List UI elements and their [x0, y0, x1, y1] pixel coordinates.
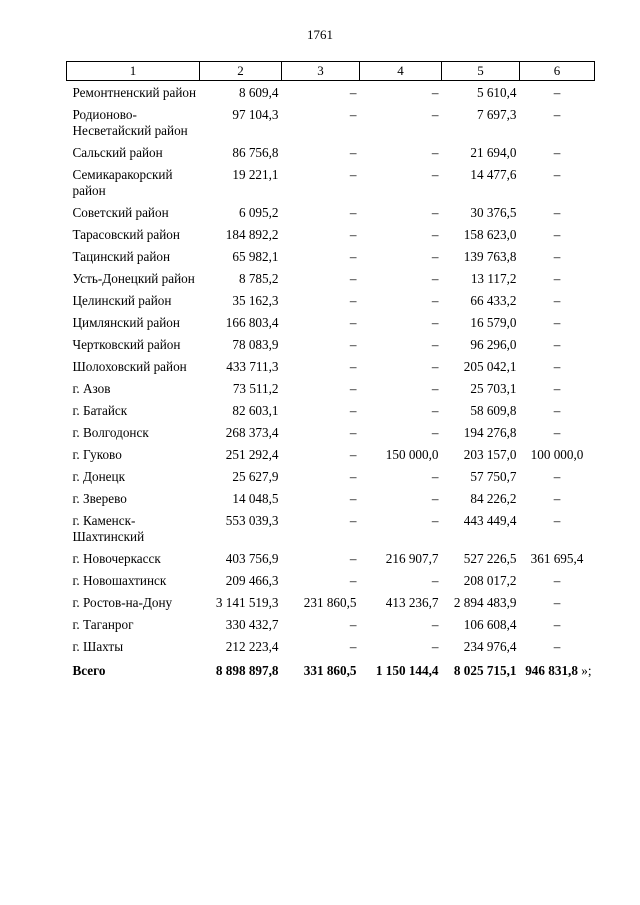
col5-value: 58 609,8 [470, 403, 517, 418]
col4-value: – [431, 227, 439, 242]
table-row [67, 422, 595, 444]
col4-value: – [431, 337, 439, 352]
col2-value: 251 292,4 [225, 447, 279, 462]
table-row [67, 290, 595, 312]
col3-value: – [349, 271, 357, 286]
col3-value: – [349, 639, 357, 654]
col4-value: – [431, 315, 439, 330]
table-row [67, 510, 595, 548]
table-row [67, 466, 595, 488]
col5-value: 203 157,0 [463, 447, 517, 462]
header-cell-2: 2 [200, 62, 282, 81]
region-name: Усть-Донецкий район [72, 271, 195, 286]
col5-value: 84 226,2 [470, 491, 517, 506]
region-name: г. Волгодонск [72, 425, 149, 440]
table-row [67, 224, 595, 246]
col2-value: 209 466,3 [225, 573, 279, 588]
col2-value: 97 104,3 [232, 107, 279, 122]
col5-value: 5 610,4 [476, 85, 517, 100]
col5-value: 66 433,2 [470, 293, 517, 308]
region-name: г. Азов [72, 381, 111, 396]
col3-value: – [349, 403, 357, 418]
region-name: г. Каменск-Шахтинский [72, 513, 145, 544]
col6-value: – [553, 491, 561, 506]
header-cell-5: 5 [442, 62, 520, 81]
col5-value: 208 017,2 [463, 573, 517, 588]
col2-value: 553 039,3 [225, 513, 279, 528]
total-col4: 1 150 144,4 [375, 663, 439, 678]
col6-value: – [553, 425, 561, 440]
col6-value: – [553, 639, 561, 654]
col5-value: 96 296,0 [470, 337, 517, 352]
col3-value: – [349, 249, 357, 264]
region-name: г. Шахты [72, 639, 124, 654]
region-name: г. Ростов-на-Дону [72, 595, 173, 610]
table-row [67, 142, 595, 164]
region-name: Ремонтненский район [72, 85, 197, 100]
table-row [67, 592, 595, 614]
col6-value: – [553, 85, 561, 100]
col4-value: – [431, 167, 439, 182]
col5-value: 443 449,4 [463, 513, 517, 528]
total-col5: 8 025 715,1 [453, 663, 517, 678]
region-name: г. Батайск [72, 403, 128, 418]
col3-value: – [349, 573, 357, 588]
col5-value: 25 703,1 [470, 381, 517, 396]
col5-value: 2 894 483,9 [453, 595, 517, 610]
col4-value: – [431, 107, 439, 122]
col2-value: 82 603,1 [232, 403, 279, 418]
table-row [67, 488, 595, 510]
col4-value: 150 000,0 [385, 447, 439, 462]
col6-value: – [553, 359, 561, 374]
col2-value: 184 892,2 [225, 227, 279, 242]
col6-value: – [553, 513, 561, 528]
table-row [67, 548, 595, 570]
region-name: Шолоховский район [72, 359, 187, 374]
col3-value: – [349, 85, 357, 100]
col4-value: – [431, 85, 439, 100]
region-name: г. Новошахтинск [72, 573, 167, 588]
col6-value: – [553, 205, 561, 220]
total-col6-value: 946 831,8 [525, 663, 578, 678]
table-row [67, 444, 595, 466]
region-name: Тацинский район [72, 249, 171, 264]
region-name: г. Зверево [72, 491, 127, 506]
col3-value: – [349, 513, 357, 528]
col2-value: 166 803,4 [225, 315, 279, 330]
col5-value: 205 042,1 [463, 359, 517, 374]
col4-value: 413 236,7 [385, 595, 439, 610]
table-row [67, 312, 595, 334]
region-name: Сальский район [72, 145, 163, 160]
col2-value: 65 982,1 [232, 249, 279, 264]
col2-value: 19 221,1 [232, 167, 279, 182]
col4-value: – [431, 469, 439, 484]
total-col3: 331 860,5 [303, 663, 357, 678]
header-cell-1: 1 [67, 62, 200, 81]
col5-value: 234 976,4 [463, 639, 517, 654]
col4-value: – [431, 205, 439, 220]
col3-value: – [349, 145, 357, 160]
col2-value: 78 083,9 [232, 337, 279, 352]
region-name: Целинский район [72, 293, 172, 308]
col3-value: – [349, 337, 357, 352]
col4-value: – [431, 425, 439, 440]
col3-value: – [349, 205, 357, 220]
col2-value: 212 223,4 [225, 639, 279, 654]
col4-value: 216 907,7 [385, 551, 439, 566]
col2-value: 3 141 519,3 [215, 595, 279, 610]
col3-value: – [349, 315, 357, 330]
col4-value: – [431, 573, 439, 588]
col2-value: 8 785,2 [238, 271, 279, 286]
col4-value: – [431, 381, 439, 396]
region-name: Семикаракорский район [72, 167, 173, 198]
col4-value: – [431, 145, 439, 160]
col5-value: 139 763,8 [463, 249, 517, 264]
col5-value: 106 608,4 [463, 617, 517, 632]
header-cell-3: 3 [282, 62, 360, 81]
col5-value: 16 579,0 [470, 315, 517, 330]
col5-value: 30 376,5 [470, 205, 517, 220]
total-col2: 8 898 897,8 [215, 663, 279, 678]
region-name: Родионово-Несветайский район [72, 107, 188, 138]
col4-value: – [431, 639, 439, 654]
col6-value: 100 000,0 [530, 447, 584, 462]
region-name: г. Таганрог [72, 617, 134, 632]
col3-value: – [349, 447, 357, 462]
col4-value: – [431, 491, 439, 506]
col6-value: – [553, 227, 561, 242]
table-row [67, 570, 595, 592]
header-cell-4: 4 [360, 62, 442, 81]
col2-value: 330 432,7 [225, 617, 279, 632]
region-name: г. Гуково [72, 447, 122, 462]
table-row [67, 400, 595, 422]
col6-value: – [553, 617, 561, 632]
table-row [67, 636, 595, 658]
col3-value: – [349, 359, 357, 374]
total-row [67, 658, 595, 679]
col3-value: 231 860,5 [303, 595, 357, 610]
col3-value: – [349, 381, 357, 396]
table-row [67, 334, 595, 356]
region-name: г. Донецк [72, 469, 125, 484]
col4-value: – [431, 403, 439, 418]
region-name: Советский район [72, 205, 169, 220]
col3-value: – [349, 491, 357, 506]
table-row [67, 81, 595, 105]
col5-value: 21 694,0 [470, 145, 517, 160]
col6-value: – [553, 271, 561, 286]
col5-value: 527 226,5 [463, 551, 517, 566]
col3-value: – [349, 617, 357, 632]
col4-value: – [431, 617, 439, 632]
table-row [67, 356, 595, 378]
col6-value: – [553, 167, 561, 182]
col5-value: 13 117,2 [470, 271, 517, 286]
col6-value: – [553, 403, 561, 418]
table-row [67, 104, 595, 142]
col6-value: – [553, 315, 561, 330]
col5-value: 57 750,7 [470, 469, 517, 484]
closing-quote: »; [577, 663, 592, 678]
total-label: Всего [72, 663, 106, 678]
col2-value: 73 511,2 [232, 381, 279, 396]
table-row [67, 164, 595, 202]
col6-value: – [553, 469, 561, 484]
col5-value: 14 477,6 [470, 167, 517, 182]
col6-value: – [553, 337, 561, 352]
col2-value: 433 711,3 [226, 359, 279, 374]
col3-value: – [349, 551, 357, 566]
col6-value: – [553, 107, 561, 122]
table-row [67, 614, 595, 636]
header-cell-6: 6 [520, 62, 595, 81]
col4-value: – [431, 513, 439, 528]
col4-value: – [431, 271, 439, 286]
col2-value: 35 162,3 [232, 293, 279, 308]
col2-value: 25 627,9 [232, 469, 279, 484]
total-col6 [520, 658, 595, 679]
col4-value: – [431, 249, 439, 264]
table-row [67, 268, 595, 290]
col4-value: – [431, 359, 439, 374]
page-number: 1761 [307, 27, 333, 42]
col6-value: – [553, 381, 561, 396]
table-row [67, 378, 595, 400]
col6-value: – [553, 595, 561, 610]
col6-value: – [553, 145, 561, 160]
col3-value: – [349, 293, 357, 308]
region-name: Тарасовский район [72, 227, 180, 242]
col2-value: 14 048,5 [232, 491, 279, 506]
col5-value: 158 623,0 [463, 227, 517, 242]
table-row [67, 246, 595, 268]
col2-value: 86 756,8 [232, 145, 279, 160]
region-name: г. Новочеркасск [72, 551, 161, 566]
header-row [67, 62, 595, 81]
col3-value: – [349, 107, 357, 122]
col6-value: 361 695,4 [530, 551, 584, 566]
col4-value: – [431, 293, 439, 308]
table-row [67, 202, 595, 224]
col5-value: 7 697,3 [476, 107, 517, 122]
col6-value: – [553, 293, 561, 308]
col2-value: 6 095,2 [238, 205, 279, 220]
region-name: Чертковский район [72, 337, 181, 352]
col2-value: 8 609,4 [238, 85, 279, 100]
budget-table [66, 61, 595, 679]
col6-value: – [553, 573, 561, 588]
region-name: Цимлянский район [72, 315, 180, 330]
col3-value: – [349, 425, 357, 440]
col3-value: – [349, 227, 357, 242]
col3-value: – [349, 167, 357, 182]
col3-value: – [349, 469, 357, 484]
col2-value: 268 373,4 [225, 425, 279, 440]
col2-value: 403 756,9 [225, 551, 279, 566]
col5-value: 194 276,8 [463, 425, 517, 440]
col6-value: – [553, 249, 561, 264]
